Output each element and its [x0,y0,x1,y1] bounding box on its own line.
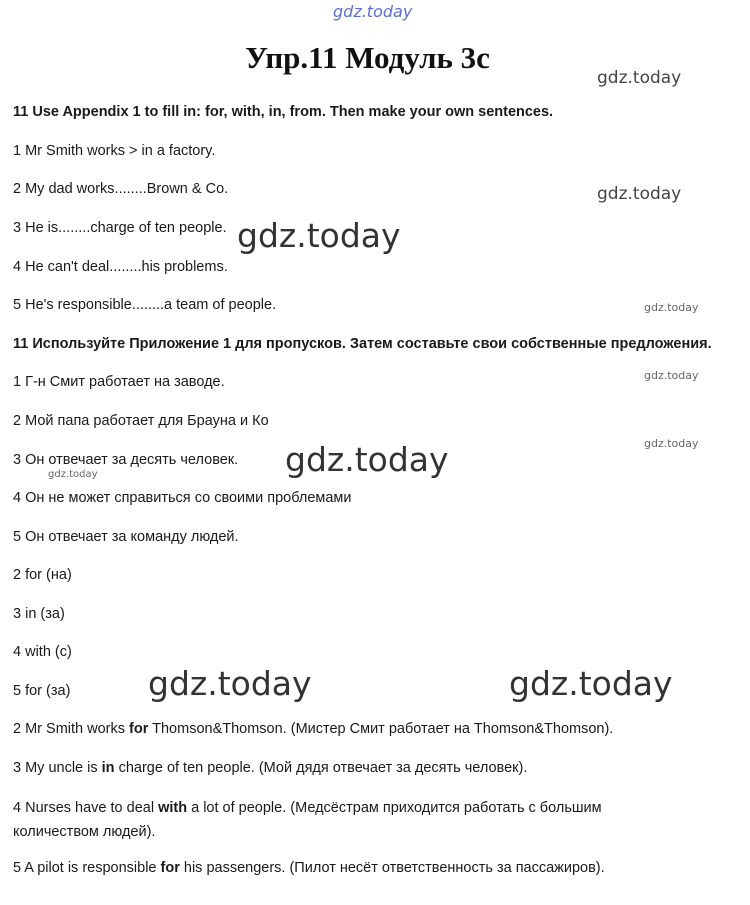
answer-3: 3 in (за) [13,606,65,622]
watermark-large-4: gdz.today [509,664,673,703]
exercise-en-4: 4 He can't deal........his problems. [13,259,228,275]
watermark-large-2: gdz.today [285,440,449,479]
sentence-key-word: for [160,860,180,876]
sentence-text: his passengers. (Пилот несёт ответственность за пассажиров). [179,860,605,876]
watermark-right-1: gdz.today [597,68,682,88]
watermark-large-3: gdz.today [148,664,312,703]
watermark-small-1: gdz.today [644,301,699,314]
watermark-right-2: gdz.today [597,184,682,204]
page-title: Упр.11 Модуль 3с [245,40,490,75]
task-heading-en: 11 Use Appendix 1 to fill in: for, with, in, from. Then make your own sentences. [13,104,554,120]
sentence-3 [13,760,527,776]
exercise-ru-3: 3 Он отвечает за десять человек. [13,452,239,468]
answer-4: 4 with (с) [13,644,72,660]
watermark-top: gdz.today [333,2,413,21]
sentence-text: a lot of people. (Медсёстрам приходится работать с большим количеством людей). [13,800,602,840]
sentence-text: charge of ten people. (Мой дядя отвечает за десять человек). [114,760,528,776]
exercise-en-3: 3 He is........charge of ten people. [13,220,227,236]
exercise-ru-4: 4 Он не может справиться со своими проблемами [13,490,352,506]
watermark-small-4: gdz.today [48,469,98,480]
sentence-text: 5 A pilot is responsible [13,860,161,876]
exercise-en-5: 5 He's responsible........a team of people. [13,297,277,313]
sentence-text: 4 Nurses have to deal [13,800,159,816]
exercise-en-2: 2 My dad works........Brown & Co. [13,181,229,197]
exercise-ru-1: 1 Г-н Смит работает на заводе. [13,374,225,390]
watermark-large-1: gdz.today [237,216,401,255]
sentence-key-word: with [158,800,188,816]
sentence-4 [13,796,673,844]
watermark-small-2: gdz.today [644,369,699,382]
exercise-ru-2: 2 Мой папа работает для Брауна и Ко [13,413,269,429]
answer-2: 2 for (на) [13,567,72,583]
sentence-text: Thomson&Thomson. (Мистер Смит работает на Thomson&Thomson). [148,721,614,737]
sentence-text: 2 Mr Smith works [13,721,130,737]
answer-5: 5 for (за) [13,683,71,699]
sentence-key-word: in [101,760,115,776]
exercise-ru-5: 5 Он отвечает за команду людей. [13,529,239,545]
sentence-5 [13,860,605,876]
watermark-small-3: gdz.today [644,437,699,450]
sentence-2 [13,721,613,737]
exercise-en-1: 1 Mr Smith works > in a factory. [13,143,216,159]
task-heading-ru: 11 Используйте Приложение 1 для пропусков. Затем составьте свои собственные предложения. [13,336,712,352]
sentence-key-word: for [129,721,149,737]
sentence-text: 3 My uncle is [13,760,102,776]
